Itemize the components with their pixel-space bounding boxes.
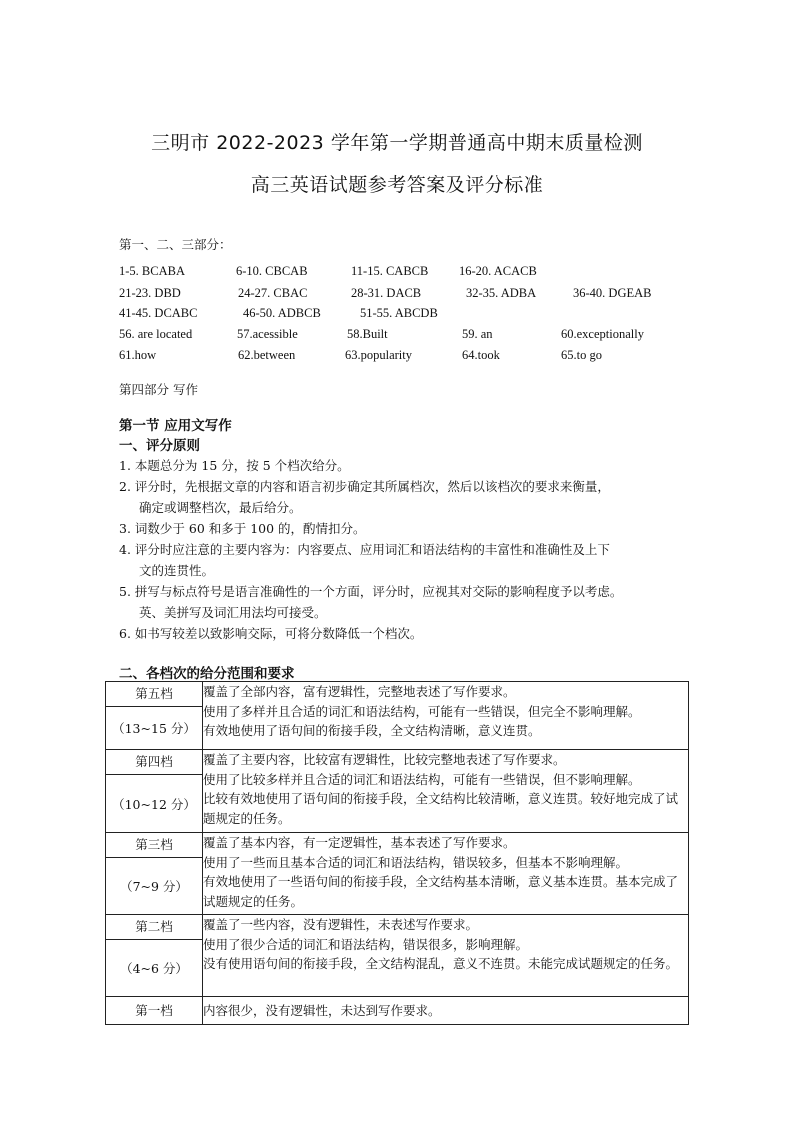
- answer-item: 46-50. ADBCB: [243, 306, 321, 320]
- level-range: （10~12 分）: [112, 796, 196, 812]
- table-row: [106, 750, 689, 833]
- principle-line: 文的连贯性。: [139, 563, 215, 578]
- levels-heading: 二、各档次的给分范围和要求: [119, 666, 295, 682]
- answer-item: 64.took: [462, 348, 500, 362]
- answer-item: 28-31. DACB: [351, 286, 422, 300]
- principle-line: 2. 评分时，先根据文章的内容和语言初步确定其所属档次，然后以该档次的要求来衡量，: [119, 479, 610, 494]
- level-name: 第三档: [106, 833, 202, 858]
- answer-item: 59. an: [462, 327, 493, 341]
- level-name: 第二档: [106, 915, 202, 940]
- table-row: [106, 915, 689, 997]
- level-description-line: 有效地使用了语句间的衔接手段，全文结构清晰，意义连贯。: [203, 723, 541, 738]
- answer-item: 60.exceptionally: [561, 327, 644, 341]
- answer-item: 32-35. ADBA: [466, 286, 537, 300]
- scoring-levels-table: [105, 681, 689, 1025]
- level-range: （4~6 分）: [120, 961, 188, 976]
- level-description-line: 使用了很少合适的词汇和语法结构，错误很多，影响理解。: [203, 936, 529, 952]
- section-parts-1-3-heading: 第一、二、三部分：: [119, 237, 232, 252]
- document-title: 三明市 2022-2023 学年第一学期普通高中期末质量检测: [151, 132, 643, 154]
- answer-item: 6-10. CBCAB: [236, 264, 308, 278]
- principle-line: 4. 评分时应注意的主要内容为：内容要点、应用词汇和语法结构的丰富性和准确性及上下: [119, 542, 610, 557]
- answer-item: 58.Built: [347, 327, 388, 341]
- table-row: [106, 682, 689, 750]
- answer-item: 21-23. DBD: [119, 286, 181, 300]
- level-description-line: 覆盖了主要内容，比较富有逻辑性，比较完整地表述了写作要求。: [203, 752, 566, 767]
- principle-line: 3. 词数少于 60 和多于 100 的，酌情扣分。: [119, 521, 366, 536]
- answer-item: 62.between: [238, 348, 296, 362]
- answer-item: 24-27. CBAC: [238, 286, 308, 300]
- level-name: 第五档: [106, 682, 202, 707]
- level-name: 第一档: [135, 1002, 173, 1018]
- answer-item: 57.acessible: [237, 327, 298, 341]
- document-subtitle: 高三英语试题参考答案及评分标准: [250, 174, 544, 196]
- principles-heading: 一、评分原则: [119, 438, 200, 454]
- level-description-line: 有效地使用了一些语句间的衔接手段，全文结构基本清晰，意义基本连贯。基本完成了试题规定的任务。: [203, 874, 679, 909]
- answer-item: 61.how: [119, 348, 157, 362]
- answer-item: 41-45. DCABC: [119, 306, 198, 320]
- answer-item: 51-55. ABCDB: [360, 306, 438, 320]
- principle-line: 英、美拼写及词汇用法均可接受。: [139, 605, 327, 620]
- answer-item: 63.popularity: [345, 348, 413, 362]
- answer-item: 16-20. ACACB: [459, 264, 537, 278]
- principle-line: 5. 拼写与标点符号是语言准确性的一个方面，评分时，应视其对交际的影响程度予以考虑。: [119, 584, 623, 599]
- section-part-4-heading: 第四部分 写作: [119, 382, 198, 397]
- level-description-line: 覆盖了全部内容，富有逻辑性，完整地表述了写作要求。: [203, 684, 516, 699]
- answer-item: 11-15. CABCB: [351, 264, 429, 278]
- level-description-line: 使用了比较多样并且合适的词汇和语法结构，可能有一些错误，但不影响理解。: [203, 771, 641, 787]
- answer-item: 56. are located: [119, 327, 193, 341]
- answer-item: 36-40. DGEAB: [573, 286, 652, 300]
- level-description-line: 比较有效地使用了语句间的衔接手段，全文结构比较清晰，意义连贯。较好地完成了试题规定的任务。: [203, 791, 679, 826]
- level-range: （7~9 分）: [120, 879, 188, 894]
- level-name: 第四档: [106, 750, 202, 775]
- table-row: [106, 997, 689, 1025]
- level-description-line: 覆盖了基本内容，有一定逻辑性，基本表述了写作要求。: [203, 835, 516, 850]
- principle-line: 1. 本题总分为 15 分，按 5 个档次给分。: [119, 458, 350, 473]
- level-description-line: 使用了多样并且合适的词汇和语法结构，可能有一些错误，但完全不影响理解。: [203, 703, 641, 719]
- subsection-heading: 第一节 应用文写作: [119, 418, 232, 434]
- level-description-line: 使用了一些而且基本合适的词汇和语法结构，错误较多，但基本不影响理解。: [203, 854, 629, 870]
- level-description-line: 没有使用语句间的衔接手段，全文结构混乱，意义不连贯。未能完成试题规定的任务。: [203, 956, 679, 971]
- answer-item: 65.to go: [561, 348, 602, 362]
- table-row: [106, 833, 689, 915]
- level-description-line: 内容很少，没有逻辑性，未达到写作要求。: [203, 1002, 441, 1018]
- principle-line: 确定或调整档次，最后给分。: [139, 500, 302, 515]
- answer-item: 1-5. BCABA: [119, 264, 185, 278]
- level-description-line: 覆盖了一些内容，没有逻辑性，未表述写作要求。: [203, 917, 479, 932]
- principle-line: 6. 如书写较差以致影响交际，可将分数降低一个档次。: [119, 626, 423, 641]
- level-range: （13~15 分）: [112, 721, 196, 736]
